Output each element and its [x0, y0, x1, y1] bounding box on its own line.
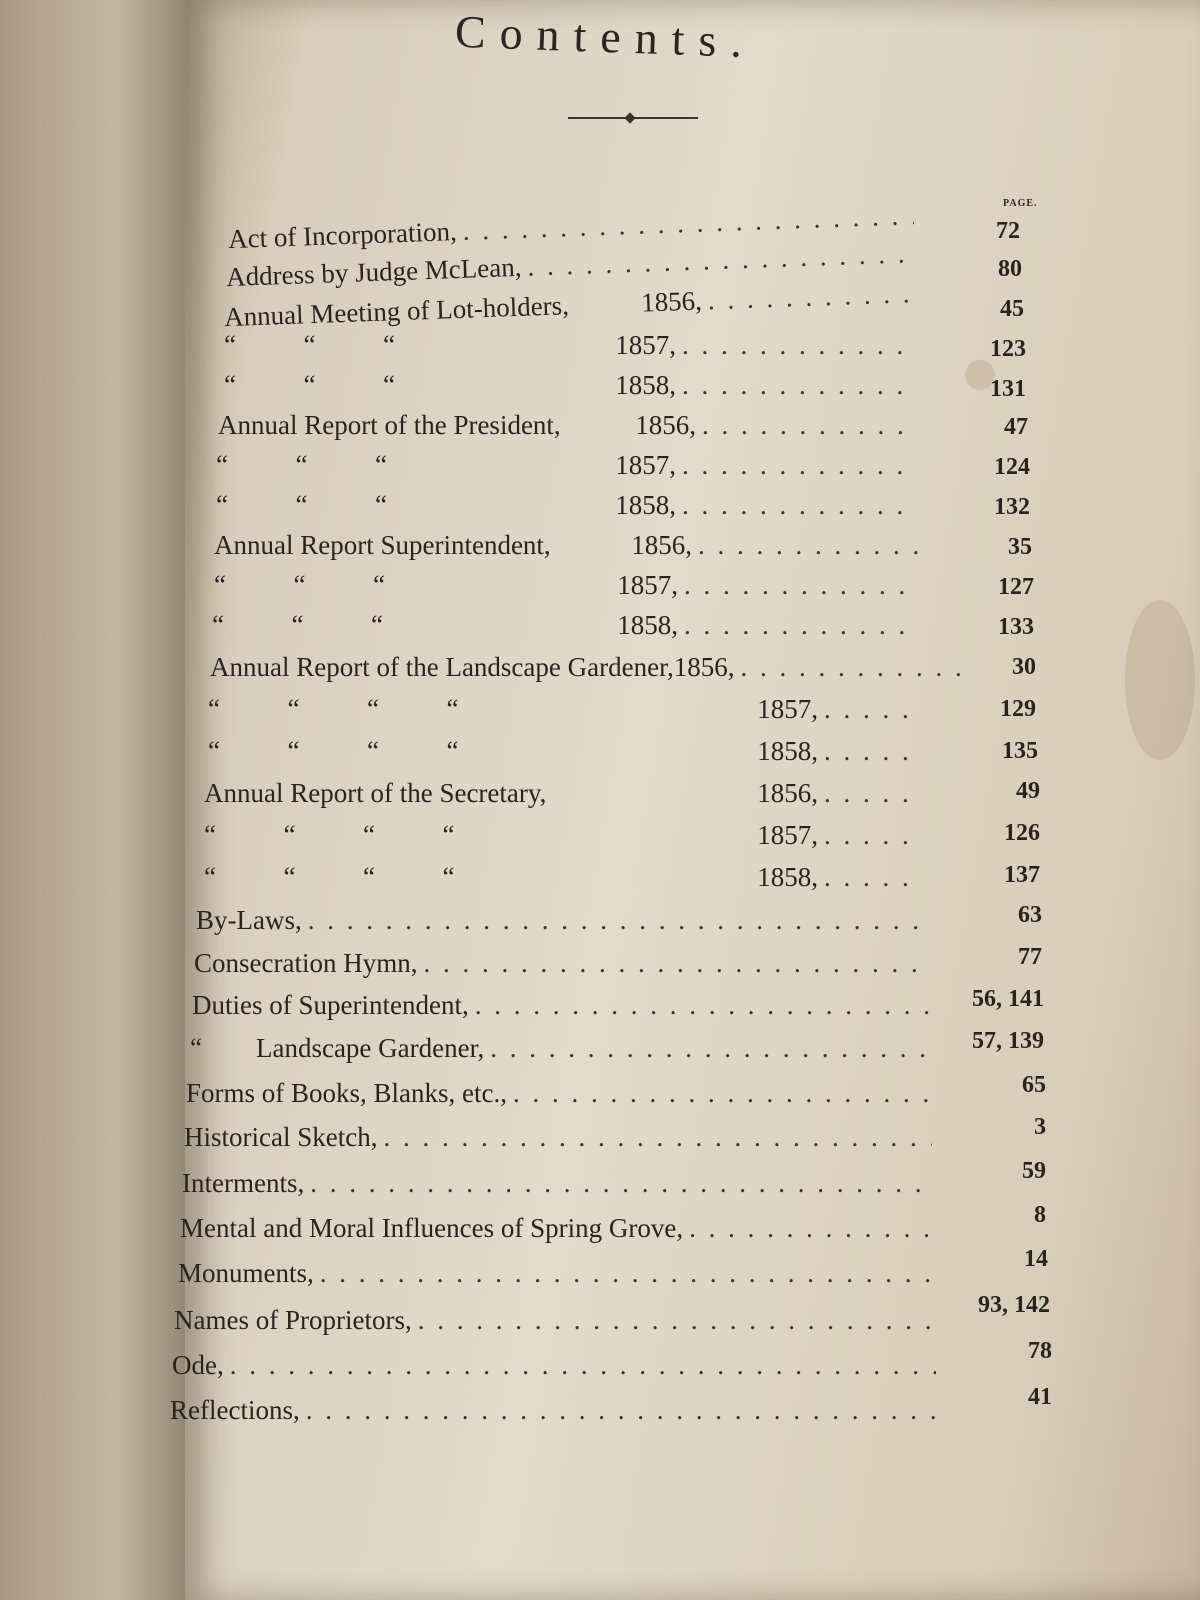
toc-page-number: 80: [998, 256, 1022, 282]
dot-leader: [682, 450, 916, 481]
toc-entry-label: Annual Report of the Secretary,: [204, 778, 547, 808]
toc-entry: [210, 652, 926, 686]
dot-leader: [682, 490, 916, 521]
dot-leader: [230, 1350, 936, 1381]
toc-entry-label: Mental and Moral Influences of Spring Grove,: [180, 1213, 684, 1243]
toc-entry-year: 1856,: [640, 285, 703, 318]
toc-entry: [182, 1168, 938, 1202]
toc-page-number: 63: [1018, 902, 1042, 928]
dot-leader: [707, 278, 916, 316]
toc-entry-label: Act of Incorporation,: [227, 216, 458, 255]
toc-entry: [194, 948, 934, 982]
toc-page-number: 126: [1004, 820, 1040, 846]
toc-entry: [204, 862, 928, 896]
dot-leader: [423, 948, 928, 979]
toc-entry: [180, 1213, 938, 1247]
toc-entry-label: “ “ “: [214, 570, 385, 600]
page-stain: [1125, 600, 1195, 760]
toc-entry: [208, 694, 926, 728]
toc-entry-year: 1857,: [615, 450, 676, 480]
toc-page-number: 47: [1004, 414, 1028, 440]
dot-leader: [320, 1258, 934, 1289]
toc-entry: [212, 610, 924, 644]
dot-leader: [682, 330, 916, 361]
dot-leader: [684, 570, 918, 601]
toc-entry: [216, 450, 922, 484]
toc-entry-year: 1858,: [617, 610, 678, 640]
dot-leader: [698, 530, 918, 561]
toc-entry-label: “ “ “: [216, 490, 387, 520]
toc-page-number: 93, 142: [978, 1292, 1050, 1318]
toc-entry-label: Duties of Superintendent,: [192, 990, 469, 1020]
toc-entry-label: Annual Meeting of Lot-holders,: [223, 290, 570, 333]
toc-entry-label: “ Landscape Gardener,: [190, 1033, 485, 1063]
toc-entry-label: Reflections,: [170, 1395, 300, 1425]
page-title: Contents.: [454, 5, 757, 68]
toc-entry-label: “ “ “ “: [208, 736, 459, 766]
dot-leader: [824, 778, 922, 809]
toc-page-number: 41: [1028, 1384, 1052, 1410]
toc-entry-year: 1857,: [757, 694, 818, 724]
toc-entry: [174, 1305, 940, 1339]
toc-entry-label: Annual Report of the President,: [218, 410, 561, 440]
toc-entry-label: “ “ “ “: [208, 694, 459, 724]
title-ornament-rule: [568, 117, 698, 119]
toc-entry-label: “ “ “: [224, 330, 395, 360]
toc-entry-label: Forms of Books, Blanks, etc.,: [186, 1078, 507, 1108]
toc-page-number: 77: [1018, 944, 1042, 970]
page-column-heading: PAGE.: [1003, 198, 1038, 209]
toc-entry-year: 1856,: [631, 530, 692, 560]
toc-entry: [214, 570, 924, 604]
toc-page-number: 45: [1000, 296, 1024, 322]
toc-entry-label: Historical Sketch,: [184, 1122, 378, 1152]
dot-leader: [308, 905, 926, 936]
dot-leader: [682, 370, 916, 401]
facing-page-edge: [0, 0, 195, 1600]
toc-entry: [204, 778, 928, 812]
toc-entry: [204, 820, 928, 854]
toc-entry: [216, 490, 922, 524]
toc-entry: [224, 370, 922, 404]
toc-entry: [184, 1122, 938, 1156]
toc-entry: [192, 990, 936, 1024]
toc-entry-year: 1858,: [757, 862, 818, 892]
toc-page-number: 65: [1022, 1072, 1046, 1098]
toc-entry-year: 1856,: [635, 410, 696, 440]
toc-entry-label: “ “ “: [216, 450, 387, 480]
toc-entry: [186, 1078, 938, 1112]
toc-page-number: 14: [1024, 1246, 1048, 1272]
toc-entry-year: 1856,: [757, 778, 818, 808]
toc-page-number: 59: [1022, 1158, 1046, 1184]
toc-entry-year: 1858,: [615, 490, 676, 520]
dot-leader: [824, 862, 922, 893]
dot-leader: [824, 820, 922, 851]
dot-leader: [475, 990, 930, 1021]
toc-entry: [172, 1350, 942, 1384]
toc-page-number: 49: [1016, 778, 1040, 804]
toc-entry-label: “ “ “: [224, 370, 395, 400]
dot-leader: [306, 1395, 938, 1426]
toc-page-number: 131: [990, 376, 1026, 402]
toc-entry-label: Consecration Hymn,: [194, 948, 418, 978]
toc-entry-year: 1857,: [617, 570, 678, 600]
toc-page-number: 57, 139: [972, 1028, 1044, 1054]
toc-page-number: 124: [994, 454, 1030, 480]
toc-entry-year: 1858,: [615, 370, 676, 400]
toc-entry: [218, 410, 922, 444]
toc-entry-label: Annual Report of the Landscape Gardener,: [210, 652, 674, 682]
dot-leader: [824, 694, 920, 725]
toc-entry-year: 1857,: [757, 820, 818, 850]
toc-page-number: 3: [1034, 1114, 1046, 1140]
dot-leader: [513, 1078, 932, 1109]
toc-entry-label: “ “ “ “: [204, 862, 455, 892]
toc-page-number: 123: [990, 336, 1026, 362]
toc-entry-year: 1857,: [615, 330, 676, 360]
toc-entry-label: Address by Judge McLean,: [225, 251, 522, 293]
toc-entry-year: 1858,: [757, 736, 818, 766]
toc-page-number: 133: [998, 614, 1034, 640]
toc-page-number: 72: [996, 218, 1020, 244]
toc-entry-label: Annual Report Superintendent,: [214, 530, 551, 560]
dot-leader: [702, 410, 916, 441]
dot-leader: [490, 1033, 932, 1064]
toc-entry-label: By-Laws,: [196, 905, 302, 935]
dot-leader: [689, 1213, 932, 1244]
toc-entry: [190, 1033, 938, 1067]
toc-entry: [178, 1258, 940, 1292]
toc-entry-label: Interments,: [182, 1168, 305, 1198]
toc-entry-year: 1856,: [673, 652, 735, 682]
dot-leader: [684, 610, 918, 641]
toc-entry-label: “ “ “: [212, 610, 383, 640]
toc-page-number: 30: [1012, 654, 1036, 680]
toc-page-number: 8: [1034, 1202, 1046, 1228]
toc-page-number: 137: [1004, 862, 1040, 888]
dot-leader: [824, 736, 920, 767]
dot-leader: [418, 1305, 934, 1336]
toc-entry-label: Ode,: [172, 1350, 224, 1380]
toc-entry-label: Names of Proprietors,: [174, 1305, 412, 1335]
toc-entry: [170, 1395, 944, 1429]
toc-entry: [224, 330, 922, 364]
toc-entry-label: Monuments,: [178, 1258, 314, 1288]
dot-leader: [383, 1122, 932, 1153]
toc-entry-label: “ “ “ “: [204, 820, 455, 850]
toc-page-number: 78: [1028, 1338, 1052, 1364]
toc-entry: [208, 736, 926, 770]
toc-page-number: 135: [1002, 738, 1038, 764]
toc-page-number: 35: [1008, 534, 1032, 560]
toc-page-number: 132: [994, 494, 1030, 520]
toc-page-number: 129: [1000, 696, 1036, 722]
toc-entry: [214, 530, 924, 564]
toc-entry: [196, 905, 932, 939]
toc-page-number: 127: [998, 574, 1034, 600]
toc-page-number: 56, 141: [972, 986, 1044, 1012]
dot-leader: [310, 1168, 932, 1199]
